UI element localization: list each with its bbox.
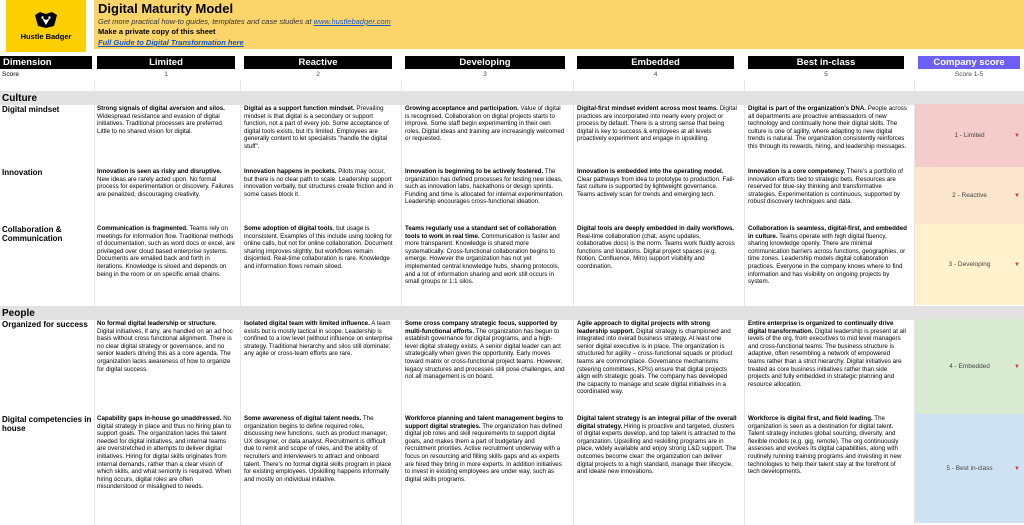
cell-body-text: There's a portfolio of innovation efforts tied to strategic bets. Resources are reserved for blue-sky thinking and transformative strategies. Experimentation is continuous, supported by robust discovery techniques and data. [748, 168, 904, 206]
company-score-value: 4 - Embedded [949, 363, 990, 370]
score-label: Score [2, 71, 19, 78]
cell-body-text: Digital leadership is present at all levels of the org, from executives to mid level managers and cross-functional teams. The business structure is adaptive, often resembling a network of empowered teams rather than a strict hierarchy. Digital initiatives are treated as core business initiatives rather than side projects and fully embedded in strategic planning and resource allocation. [748, 327, 906, 388]
maturity-cell[interactable] [244, 105, 394, 167]
cell-lead-text: Agile approach to digital projects with strong leadership support. [577, 320, 711, 335]
cell-body-text: The organization is seen as a destination for digital talent. Talent strategy includes global sourcing, diversity, and flexible models (e.g. gig, remote). The org continuously assesses and evolves its digital capabilities, along with routinely running training programs and investing in new technologies to help their talent stay at the forefront of tech developments. [748, 415, 902, 476]
maturity-cell[interactable] [97, 105, 235, 167]
maturity-cell[interactable] [244, 320, 394, 414]
cell-body-text: Digital strategy is championed and integrated into overall business strategy. At least one senior digital executive is in place. The organization is structured for agility – cross-functional squads or product teams are commonplace. Governance mechanisms (steering committees, KPIs) ensure that digital projects align with strategic goals. The company has developed the capacity to manage and scale digital initiatives in a coordinated way. [577, 327, 733, 396]
maturity-cell[interactable] [748, 415, 908, 523]
copy-sheet-text: Make a private copy of this sheet [98, 27, 216, 36]
cell-body-text: Prevailing mindset is that digital is a secondary or support function, not a part of every job. Some acceptance of digital tools exists, but it's limited. Employees are generally content to let specialists "handle the digital stuff". [244, 105, 389, 150]
company-score-dropdown[interactable] [915, 167, 1024, 224]
cell-body-text: Value of digital is recognised. Collaboration on digital projects starts to improve. Some staff begin experimenting in their own roles. Digital ideas and training are increasingly welcomed or requested. [405, 105, 565, 143]
score-1: 1 [164, 71, 168, 78]
cell-body-text: Clear pathways from idea to prototype to production. Fail-fast culture is supported by lightweight governance. Teams actively scan for trends and emerging tech. [577, 175, 735, 198]
guide-link[interactable]: Full Guide to Digital Transformation here [98, 38, 244, 47]
cell-body-text: The organization begins to define required roles, discussing new functions, such as product manager, UX designer, or data analyst. Recruitment is difficult due to remit and scope of roles, and the ability of recruiters and interviewers to attract and onboard talent. There's no formal digital skills program in place for existing employees. Upskilling happens informally and mostly on individual initiative. [244, 415, 392, 483]
company-score-dropdown[interactable] [915, 414, 1024, 523]
maturity-cell[interactable] [748, 105, 908, 167]
cell-body-text: Digital practices are incorporated into nearly every project or process by default. There is a strong sense that being digital is key to success & employees at all levels proactively experiment and engage in upskilling. [577, 105, 737, 143]
company-score-dropdown[interactable] [915, 224, 1024, 305]
cell-lead-text: Digital is part of the organization's DNA. [748, 105, 867, 112]
maturity-cell[interactable] [748, 320, 908, 414]
dropdown-caret-icon[interactable]: ▼ [1014, 363, 1020, 370]
cell-lead-text: Innovation is embedded into the operating model. [577, 168, 724, 175]
cell-lead-text: Digital tools are deeply embedded in daily workflows. [577, 225, 735, 232]
cell-body-text: The organization has begun to establish governance for digital programs, and a high-level digital strategy exists. A senior digital leader can act strategically when given the opportunity. Early moves toward matrix or cross-functional project teams. However, legacy structures and processes still pose challenges, and not all management is on board. [405, 327, 565, 381]
dropdown-caret-icon[interactable]: ▼ [1014, 132, 1020, 139]
cell-lead-text: Strong signals of digital aversion and silos. [97, 105, 225, 112]
page-title: Digital Maturity Model [98, 1, 234, 16]
cell-lead-text: Isolated digital team with limited influence. [244, 320, 370, 327]
col-company-score: Company score [918, 56, 1020, 69]
maturity-cell[interactable] [97, 320, 235, 414]
cell-body-text: The organization has defined processes for testing new ideas, such as innovation labs, hackathons or design sprints. Funding and time is allocated for internal experimentation. Leadership encourages cross-functional ideation. [405, 168, 564, 206]
maturity-cell[interactable] [577, 320, 737, 414]
cell-lead-text: Teams regularly use a standard set of collaboration tools to work in real time. [405, 225, 557, 240]
cell-lead-text: No formal digital leadership or structure. [97, 320, 217, 327]
cell-body-text: , but usage is inconsistent. Examples of this include using tooling for online calls, but not for online collaboration. Document sharing improves slightly, but workflows remain disjointed. Real-time collaboration is rare. Knowledge and information flows remain siloed. [244, 225, 393, 270]
cell-body-text: People across all departments are proactive ambassadors of new technology and continually hone their digital skills. The culture is one of agility, where adapting to new digital trends is natural. The organization consistently reinforces this through its rewards, hiring, and leadership messages. [748, 105, 907, 150]
col-limited: Limited [97, 56, 235, 69]
cell-body-text: Pilots may occur, but there is no clear path to scale. Leadership support innovation verbally, but structures create friction and in some cases block it. [244, 168, 394, 198]
section-culture: Culture [0, 91, 1024, 105]
maturity-cell[interactable] [244, 168, 394, 224]
row-dimension-label: Innovation [2, 168, 43, 177]
cell-body-text: Hiring is proactive and targeted, clusters of digital experts develop, and top talent is attracted to the organization. Upskilling and reskilling programs are in place, widely available and enjoy strong L&D support. The outcomes become clear: the organization can deliver digital projects to a high standard, manage their lifecycle, and ideate new innovations. [577, 422, 737, 476]
section-people: People [0, 306, 1024, 320]
row-dimension-label: Organized for success [2, 320, 88, 329]
maturity-cell[interactable] [577, 105, 737, 167]
promo-link[interactable]: www.hustlebadger.com [313, 17, 391, 26]
cell-lead-text: Digital talent strategy is an integral pillar of the overall digital strategy. [577, 415, 737, 430]
score-3: 3 [483, 71, 487, 78]
cell-lead-text: Entire enterprise is organized to continually drive digital transformation. [748, 320, 894, 335]
row-dimension-label: Digital mindset [2, 105, 60, 114]
score-4: 4 [653, 71, 658, 78]
maturity-cell[interactable] [405, 225, 565, 305]
cell-body-text: The organization has defined digital job roles and skill requirements to support digital goals, and makes them a part of budgetary and recruitment priorities. Active recruitment underway with a focus on resourcing and filling skills gaps and as experts are hired they bring in more experts. In addition initiatives to invest in existing employees are under way, such as digital skills programs. [405, 422, 563, 483]
maturity-cell[interactable] [405, 105, 565, 167]
cell-lead-text: Innovation happens in pockets. [244, 168, 337, 175]
company-score-value: 3 - Developing [948, 261, 991, 268]
maturity-cell[interactable] [577, 168, 737, 224]
col-best-in-class: Best in-class [748, 56, 904, 69]
maturity-cell[interactable] [244, 415, 394, 523]
cell-lead-text: Workforce planning and talent management begins to support digital strategies. [405, 415, 564, 430]
cell-body-text: Digital initiatives, if any, are handled on an ad hoc basis without cross functional alignment. There is no clear digital strategy or governance, and no senior leaders driving this as a core agenda. The organization lacks awareness of how to organize for digital success. [97, 327, 233, 373]
maturity-cell[interactable] [405, 415, 565, 523]
cell-lead-text: Collaboration is seamless, digital-first, and embedded in culture. [748, 225, 907, 240]
col-embedded: Embedded [577, 56, 734, 69]
cell-lead-text: Innovation is beginning to be actively fostered. [405, 168, 544, 175]
col-developing: Developing [405, 56, 565, 69]
maturity-cell[interactable] [97, 415, 235, 523]
cell-body-text: No digital strategy in place and thus no hiring plan to support goals. The organization lacks the talent needed for digital initiatives, and internal teams are overstretched in attempts to deliver digital initiatives. Hiring for digital skills originates from internal demands, rather than a clear vision of which skills, and what seniority is required. When hiring occurs, digital roles are often misunderstood or misaligned to needs. [97, 415, 232, 491]
dropdown-caret-icon[interactable]: ▼ [1014, 465, 1020, 472]
cell-lead-text: Digital-first mindset evident across most teams. [577, 105, 718, 112]
cell-lead-text: Communication is fragmented. [97, 225, 188, 232]
col-dimension: Dimension [0, 56, 92, 69]
cell-body-text: Teams operate with high digital fluency, sharing knowledge openly. There are minimal communication barriers across functions, geographies, or time zones. Leadership models digital collaboration practices. Everyone in the company knows where to find information and has visibility on ongoing projects by system. [748, 232, 906, 286]
company-score-value: 5 - Best in-class [946, 465, 993, 472]
maturity-cell[interactable] [97, 225, 235, 305]
logo-text: Hustle Badger [20, 32, 72, 41]
row-dimension-label: Collaboration & Communication [2, 225, 63, 243]
cell-lead-text: Some cross company strategic focus, supported by multi-functional efforts. [405, 320, 558, 335]
maturity-cell[interactable] [748, 225, 908, 305]
cell-lead-text: Innovation is a core competency. [748, 168, 846, 175]
score-5: 5 [824, 71, 828, 78]
cell-body-text: A team exists but is mostly tactical in scope. Leadership is confined to a low level (without influence on enterprise strategy. Traditional hierarchy and silos still dominate; any agile or cross-team efforts are rare. [244, 320, 393, 358]
score-2: 2 [316, 71, 320, 78]
cell-lead-text: Growing acceptance and participation. [405, 105, 519, 112]
row-dimension-label: Digital competencies in house [2, 415, 92, 433]
cell-lead-text: Digital as a support function mindset. [244, 105, 355, 112]
col-reactive: Reactive [244, 56, 392, 69]
maturity-cell[interactable] [405, 320, 565, 414]
cell-body-text: Real-time collaboration (chat, async updates, collaborative docs) is the norm. Teams work fluidly across functions and locations. Digital project spaces (e.g. Notion, Confluence, Miro) support visibility and coordination. [577, 232, 735, 270]
hustle-badger-logo [6, 0, 86, 52]
maturity-cell[interactable] [244, 225, 394, 305]
cell-lead-text: Workforce is digital first, and field leading. [748, 415, 873, 422]
cell-lead-text: Innovation is seen as risky and disruptive. [97, 168, 222, 175]
maturity-cell[interactable] [748, 168, 908, 224]
promo-prefix: Get more practical how-to guides, templates and case studies at [98, 17, 314, 26]
badger-icon [33, 11, 59, 29]
cell-body-text: Teams rely on meetings for information flow. Traditional methods of documentation, such as word docs or excel, are privileged over cloud based enterprise systems. Documents are emailed back and forth in iterations. Knowledge is siloed and depends on being in the room or on specific email chains. [97, 225, 235, 278]
company-score-dropdown[interactable] [915, 319, 1024, 414]
score-range: Score 1-5 [954, 71, 984, 78]
promo-text [98, 17, 391, 26]
dropdown-caret-icon[interactable]: ▼ [1014, 192, 1020, 199]
company-score-dropdown[interactable] [915, 104, 1024, 167]
maturity-cell[interactable] [577, 415, 737, 523]
cell-body-text: New ideas are rarely acted upon. No formal process for experimentation or discovery. Failures are penalized, discouraging creativity. [97, 175, 234, 198]
maturity-cell[interactable] [97, 168, 235, 224]
company-score-value: 1 - Limited [954, 132, 985, 139]
dropdown-caret-icon[interactable]: ▼ [1014, 261, 1020, 268]
cell-lead-text: Some adoption of digital tools [244, 225, 333, 232]
cell-lead-text: Capability gaps in-house go unaddressed. [97, 415, 222, 422]
cell-body-text: Widespread resistance and evasion of digital initiatives. Traditional processes are preferred. Little to no shared vision for digital. [97, 112, 224, 135]
maturity-cell[interactable] [405, 168, 565, 224]
cell-lead-text: Some awareness of digital talent needs. [244, 415, 362, 422]
company-score-value: 2 - Reactive [952, 192, 987, 199]
maturity-cell[interactable] [577, 225, 737, 305]
cell-body-text: Communication is faster and more transparent. Knowledge is shared more systematically. Cross-functional collaboration begins to emerge. However the organization has not yet implemented central knowledge hubs, sharing protocols, and a lot of information sharing and work still occurs in small groups or 1:1 silos. [405, 232, 560, 286]
